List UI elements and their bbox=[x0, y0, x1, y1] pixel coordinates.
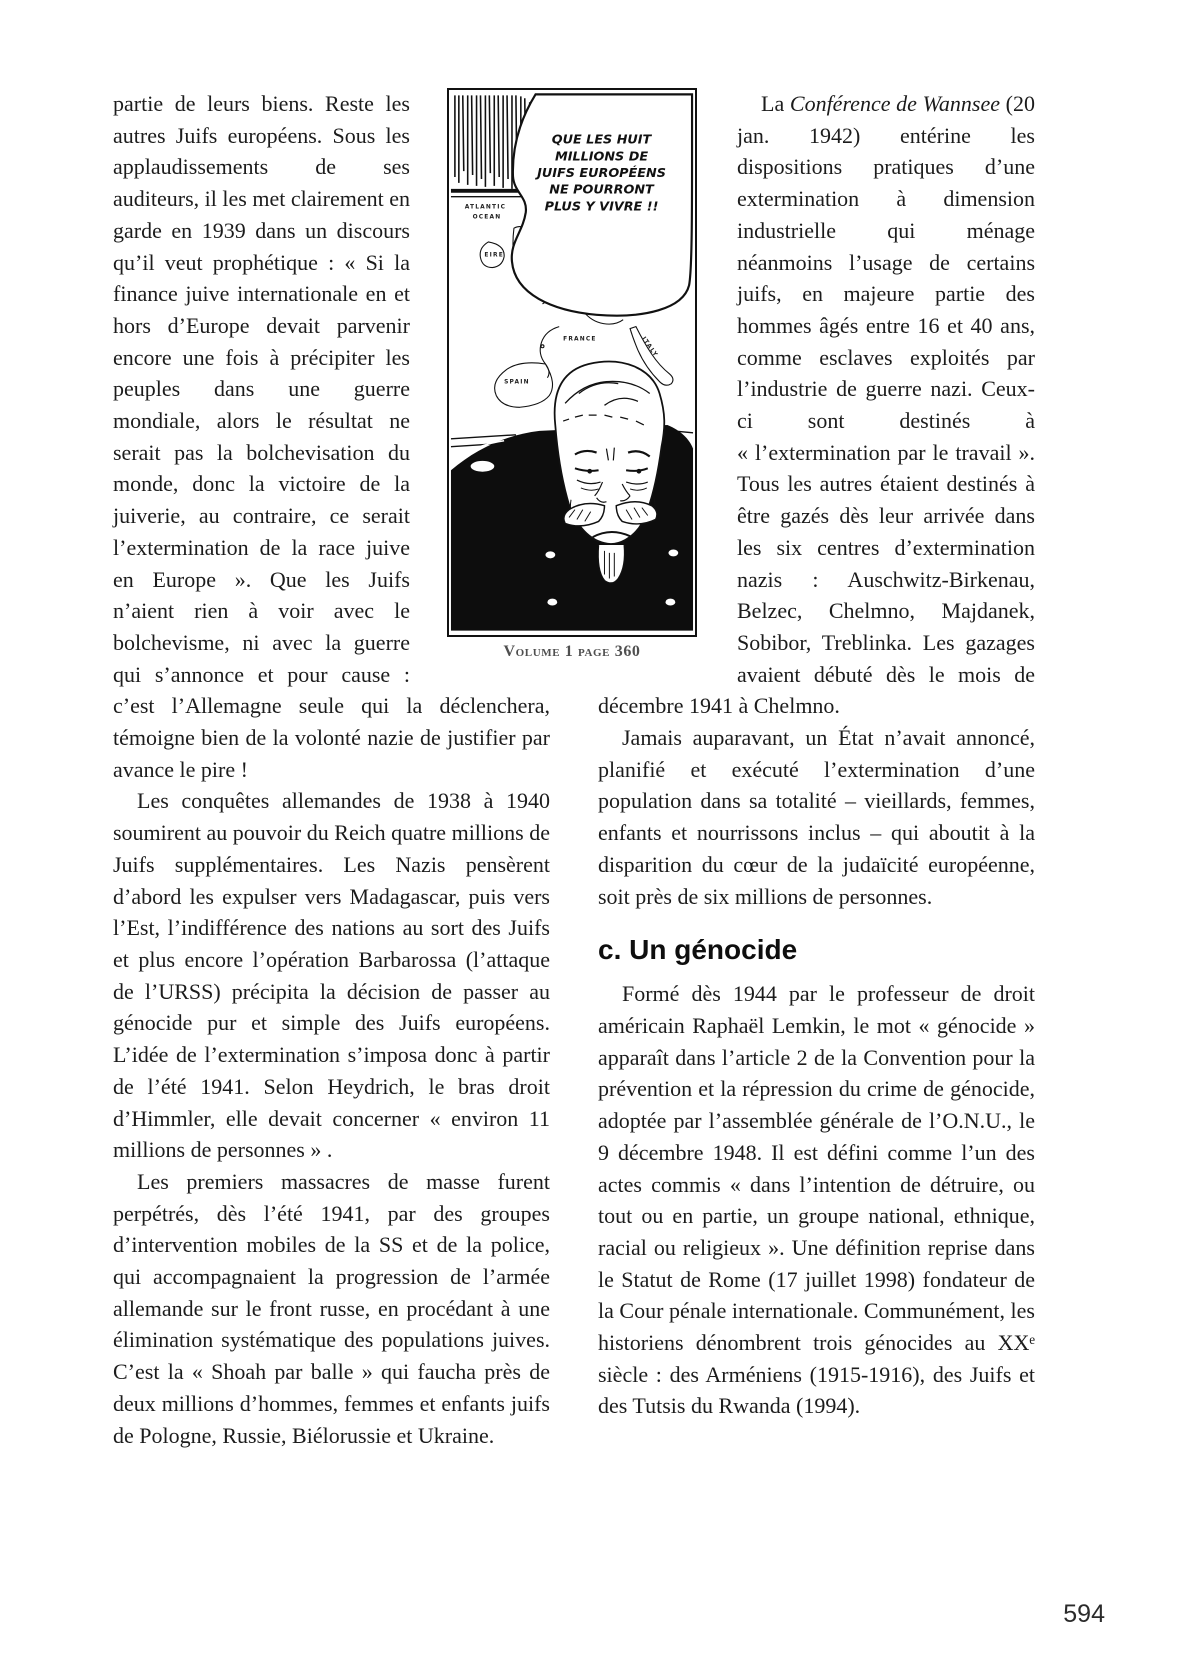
figure-caption: Volume 1 page 360 bbox=[503, 643, 641, 660]
svg-text:MILLIONS DE: MILLIONS DE bbox=[554, 149, 649, 165]
france-label: FRANCE bbox=[563, 336, 597, 343]
paragraph: Les premiers massacres de masse furent perpétrés, dès l’été 1941, par des groupes d’intervention mobiles de la SS et de la police, qui accompagnaient la progression de l’armée allemande sur le front russe, en procédant à une élimination systématique des populations juives. C’est la « Shoah par balle » qui faucha près de deux millions d’hommes, femmes et enfants juifs de Pologne, Russie, Biélorussie et Ukraine. bbox=[113, 1168, 550, 1448]
italy-label: ITALY bbox=[640, 336, 659, 359]
eire-label: EIRE bbox=[484, 252, 504, 259]
svg-text:NE POURRONT: NE POURRONT bbox=[549, 182, 654, 198]
paragraph-rest: (20 jan. 1942) entérine les dispositions pratiques d’une extermination à dimension industrielle qui ménage néanmoins l’usage de certains juifs, en majeure partie des hommes âgés entre 16 et 40 ans, comme esclaves exploités par l’industrie de guerre nazi. Ceux-ci sont destinés à « l’extermination par le travail ». Tous les autres étaient destinés à être gazés dès leur arrivée dans les six centres d’extermination nazis : Auschwitz-Birkenau, Belzec, Chelmno, Majdanek, Sobibor, Treblinka. Les gazages avaient débuté dès le mois de décembre 1941 à Chelmno. bbox=[598, 91, 1036, 719]
paragraph: Jamais auparavant, un État n’avait annoncé, planifié et exécuté l’extermination d’une population dans sa totalité – vieillards, femmes, enfants et nourrissons inclus – qui aboutit à la disparition du cœur de la judaïcité européenne, soit près de six millions de personnes. bbox=[598, 725, 1035, 909]
figure-wrap-spacer-right-column bbox=[598, 88, 737, 666]
svg-text:JUIFS EUROPÉENS: JUIFS EUROPÉENS bbox=[537, 166, 666, 182]
svg-text:PLUS Y VIVRE !!: PLUS Y VIVRE !! bbox=[544, 199, 659, 215]
page-number: 594 bbox=[1063, 1600, 1105, 1628]
italic-title: Conférence de Wannsee bbox=[789, 91, 1000, 116]
paragraph: Les conquêtes allemandes de 1938 à 1940 soumirent au pouvoir du Reich quatre millions de Juifs supplémentaires. Les Nazis pensèrent d’abord les expulser vers Madagascar, puis vers l’Est, l’indifférence des nations au sort des Juifs et plus encore l’opération Barbarossa (l’attaque de l’URSS) précipita la décision de passer au génocide pur et simple des Juifs européens. L’idée de l’extermination s’imposa donc à partir de l’été 1941. Selon Heydrich, le bras droit d’Himmler, elle devait concerner « environ 11 millions de personnes » . bbox=[113, 788, 550, 1163]
section-heading: c. Un génocide bbox=[598, 934, 798, 966]
paragraph: Formé dès 1944 par le professeur de droit américain Raphaël Lemkin, le mot « génocide » apparaît dans l’article 2 de la Convention pour la prévention et la répression du crime de génocide, adoptée par l’assemblée générale de l’O.N.U., le 9 décembre 1948. Il est défini comme l’un des actes commis « dans l’intention de détruire, ou tout ou en partie, un groupe national, ethnique, racial ou religieux ». Une définition reprise dans le Statut de Rome (17 juillet 1998) fondateur de la Cour pénale internationale. Communément, les historiens dénombrent trois génocides au XXᵉ siècle : des Arméniens (1915-1916), des Juifs et des Tutsis du Rwanda (1994). bbox=[598, 981, 1035, 1419]
right-column bbox=[598, 88, 1035, 1422]
paragraph: partie de leurs biens. Reste les autres Juifs européens. Sous les applaudissements de ses auditeurs, il les met clairement en garde en 1939 dans un discours qu’il veut prophétique : « Si la finance juive internationale en et hors d’Europe devait parvenir encore une fois à précipiter les peuples dans une guerre mondiale, alors le résultat ne serait pas la bolchevisation du monde, donc la victoire de la juiverie, au contraire, ce serait l’extermination de la race juive en Europe ». Que les Juifs n’aient rien à voir avec le bolchevisme, ni avec la guerre qui s’annonce et pour cause : c’est l’Allemagne seule qui la déclenchera, témoigne bien de la volonté nazie de justifier par avance le pire ! bbox=[113, 91, 550, 782]
spain-label: SPAIN bbox=[504, 379, 530, 386]
atlantic-label: ATLANTIC bbox=[464, 204, 507, 211]
paragraph-lead: La bbox=[761, 91, 790, 116]
svg-text:QUE LES HUIT: QUE LES HUIT bbox=[551, 132, 652, 148]
ocean-label: OCEAN bbox=[472, 214, 502, 221]
